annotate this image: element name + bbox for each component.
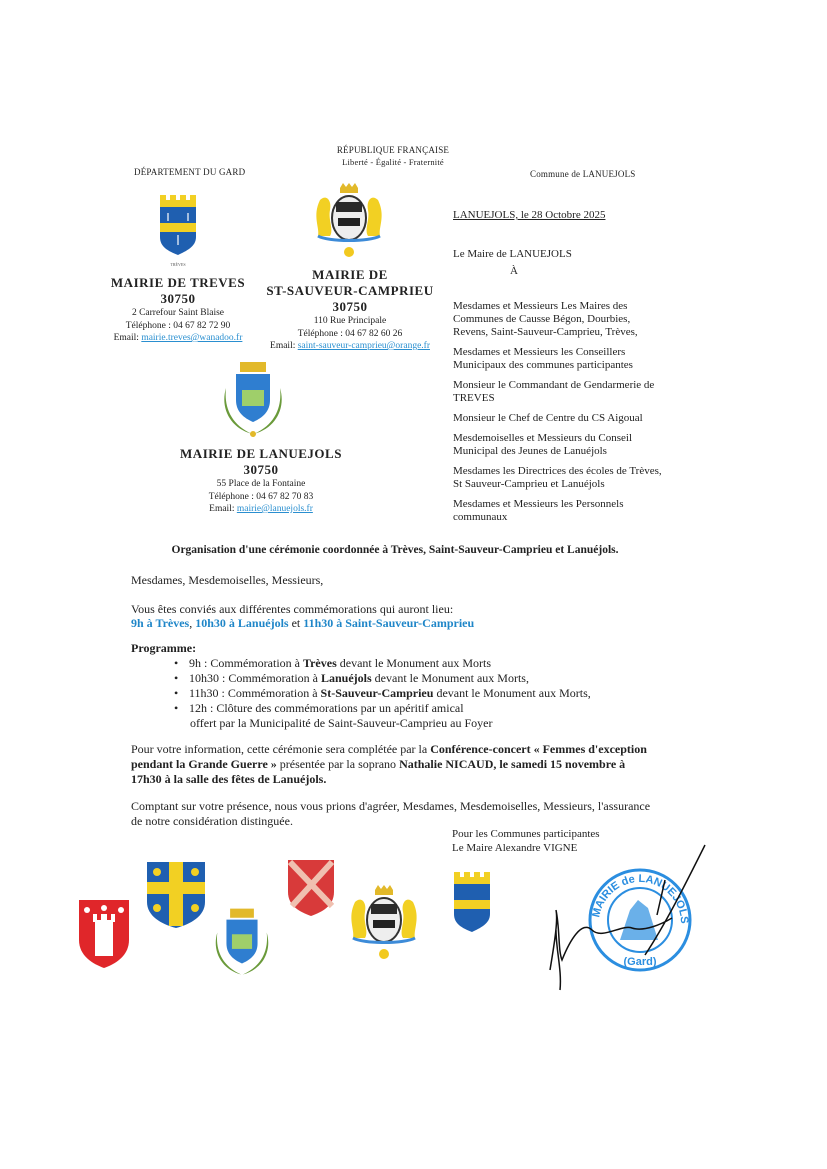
mairie-treves-block xyxy=(100,275,256,345)
commune-label: Commune de LANUEJOLS xyxy=(530,169,636,179)
treves-small-coat-of-arms xyxy=(452,870,492,945)
concert-details: Nathalie NICAUD, le samedi 15 novembre à 17h30 à la salle des fêtes de Lanuéjols. xyxy=(131,757,626,786)
mairie-lanuejols-phone: Téléphone : 04 67 82 70 83 xyxy=(208,491,314,502)
separator: , xyxy=(189,616,196,630)
mairie-lanuejols-address: 55 Place de la Fontaine xyxy=(216,479,306,489)
letter-sender: Le Maire de LANUEJOLS xyxy=(453,248,572,260)
letter-date: LANUEJOLS, le 28 Octobre 2025 xyxy=(453,209,606,221)
item-text: 11h30 : Commémoration à xyxy=(189,686,321,700)
closing-paragraph: Comptant sur votre présence, nous vous prions d'agréer, Mesdames, Mesdemoiselles, Messieurs, l'assurance de notre considération distinguée. xyxy=(131,799,651,828)
programme-list xyxy=(131,656,651,731)
letter-subject: Organisation d'une cérémonie coordonnée à Trèves, Saint-Sauveur-Camprieu et Lanuéjols. xyxy=(171,544,619,556)
recipient: Mesdames et Messieurs les Personnels communaux xyxy=(453,498,624,523)
item-text: devant le Monument aux Morts xyxy=(336,656,492,670)
recipient: Mesdames et Messieurs Les Maires des Communes de Causse Bégon, Dourbies, Revens, Saint-Sauveur-Camprieu, Trèves, xyxy=(453,300,638,338)
programme-item: • 10h30 : Commémoration à Lanuéjols devant le Monument aux Morts, xyxy=(174,671,529,685)
lanuejols-small-coat-of-arms xyxy=(207,905,277,980)
mairie-st-sauveur-name-line1: MAIRIE DE xyxy=(312,267,388,282)
schedule-summary xyxy=(131,616,651,631)
programme-item: • 11h30 : Commémoration à St-Sauveur-Camprieu devant le Monument aux Morts, xyxy=(174,686,591,700)
info-text: présentée par la soprano xyxy=(276,757,400,771)
red-saltire-coat-of-arms xyxy=(286,858,336,918)
mairie-treves-postcode: 30750 xyxy=(160,291,196,306)
mairie-st-sauveur-email-link[interactable]: saint-sauveur-camprieu@orange.fr xyxy=(297,341,430,351)
letter-greeting: Mesdames, Mesdemoiselles, Messieurs, xyxy=(131,573,324,587)
mairie-st-sauveur-block xyxy=(265,267,435,353)
programme-item: • 12h : Clôture des commémorations par un apéritif amical xyxy=(174,701,464,715)
mairie-st-sauveur-name-line2: ST-SAUVEUR-CAMPRIEU xyxy=(266,283,434,298)
mairie-treves-address: 2 Carrefour Saint Blaise xyxy=(131,308,225,318)
recipient: Monsieur le Chef de Centre du CS Aigoual xyxy=(453,412,643,424)
email-label: Email: xyxy=(270,341,296,351)
mairie-st-sauveur-postcode: 30750 xyxy=(332,299,368,314)
info-text: Pour votre information, cette cérémonie sera complétée par la xyxy=(131,742,431,756)
info-paragraph xyxy=(131,742,651,787)
treves-coat-of-arms xyxy=(158,193,198,268)
recipients-list xyxy=(453,300,663,531)
lanuejols-coat-of-arms xyxy=(220,358,286,440)
item-place: Trèves xyxy=(302,656,337,670)
schedule-treves: 9h à Trèves xyxy=(131,616,190,630)
st-sauveur-small-coat-of-arms xyxy=(347,882,421,964)
item-text: devant le Monument aux Morts, xyxy=(433,686,591,700)
mairie-lanuejols-postcode: 30750 xyxy=(243,462,279,477)
item-text: 12h : Clôture des commémorations par un apéritif amical xyxy=(189,701,464,715)
mairie-lanuejols-email-link[interactable]: mairie@lanuejols.fr xyxy=(236,504,313,514)
recipient: Mesdames et Messieurs les Conseillers Municipaux des communes participantes xyxy=(453,346,633,371)
st-sauveur-coat-of-arms xyxy=(312,180,386,262)
concert-title: Conférence-concert « Femmes d'exception pendant la Grande Guerre » xyxy=(131,742,647,771)
letter-intro: Vous êtes conviés aux différentes commémorations qui auront lieu: xyxy=(131,602,454,616)
yellow-cross-coat-of-arms xyxy=(145,860,207,930)
department-label: DÉPARTEMENT DU GARD xyxy=(134,167,246,177)
signoff-line1: Pour les Communes participantes xyxy=(452,828,600,840)
mairie-treves-name: MAIRIE DE TREVES xyxy=(110,275,246,290)
programme-item-continuation: offert par la Municipalité de Saint-Sauveur-Camprieu au Foyer xyxy=(190,716,493,730)
mairie-lanuejols-name: MAIRIE DE LANUEJOLS xyxy=(180,446,342,461)
signature xyxy=(540,840,710,1000)
separator: et xyxy=(288,616,304,630)
item-text: devant le Monument aux Morts, xyxy=(371,671,529,685)
signoff-line2: Le Maire Alexandre VIGNE xyxy=(452,842,578,854)
mairie-lanuejols-block xyxy=(170,446,352,516)
item-text: 9h : Commémoration à xyxy=(189,656,303,670)
mairie-treves-email-link[interactable]: mairie.treves@wanadoo.fr xyxy=(141,333,243,343)
item-text: 10h30 : Commémoration à xyxy=(189,671,321,685)
letter-to: À xyxy=(510,265,518,277)
mairie-st-sauveur-address: 110 Rue Principale xyxy=(313,316,387,326)
recipient: Mesdames les Directrices des écoles de Trèves, St Sauveur-Camprieu et Lanuéjols xyxy=(453,465,662,490)
svg-text:(Gard): (Gard) xyxy=(623,956,657,968)
email-label: Email: xyxy=(113,333,139,343)
republic-heading: RÉPUBLIQUE FRANÇAISE xyxy=(336,145,450,155)
item-place: Lanuéjols xyxy=(320,671,372,685)
recipient: Monsieur le Commandant de Gendarmerie de TREVES xyxy=(453,379,655,404)
recipient: Mesdemoiselles et Messieurs du Conseil Municipal des Jeunes de Lanuéjols xyxy=(453,432,633,457)
svg-text:TRÈVES: TRÈVES xyxy=(170,262,186,267)
red-tower-coat-of-arms xyxy=(77,898,131,970)
programme-title: Programme: xyxy=(131,641,197,655)
programme-item: • 9h : Commémoration à Trèves devant le Monument aux Morts xyxy=(174,656,492,670)
mairie-st-sauveur-phone: Téléphone : 04 67 82 60 26 xyxy=(297,328,403,339)
item-place: St-Sauveur-Camprieu xyxy=(320,686,434,700)
schedule-st-sauveur: 11h30 à Saint-Sauveur-Camprieu xyxy=(303,616,475,630)
svg-text:MAIRIE de LANUEJOLS: MAIRIE de LANUEJOLS xyxy=(590,872,691,925)
mairie-treves-phone: Téléphone : 04 67 82 72 90 xyxy=(125,320,231,331)
schedule-lanuejols: 10h30 à Lanuéjols xyxy=(195,616,289,630)
email-label: Email: xyxy=(209,504,235,514)
republic-motto: Liberté - Égalité - Fraternité xyxy=(342,157,444,167)
